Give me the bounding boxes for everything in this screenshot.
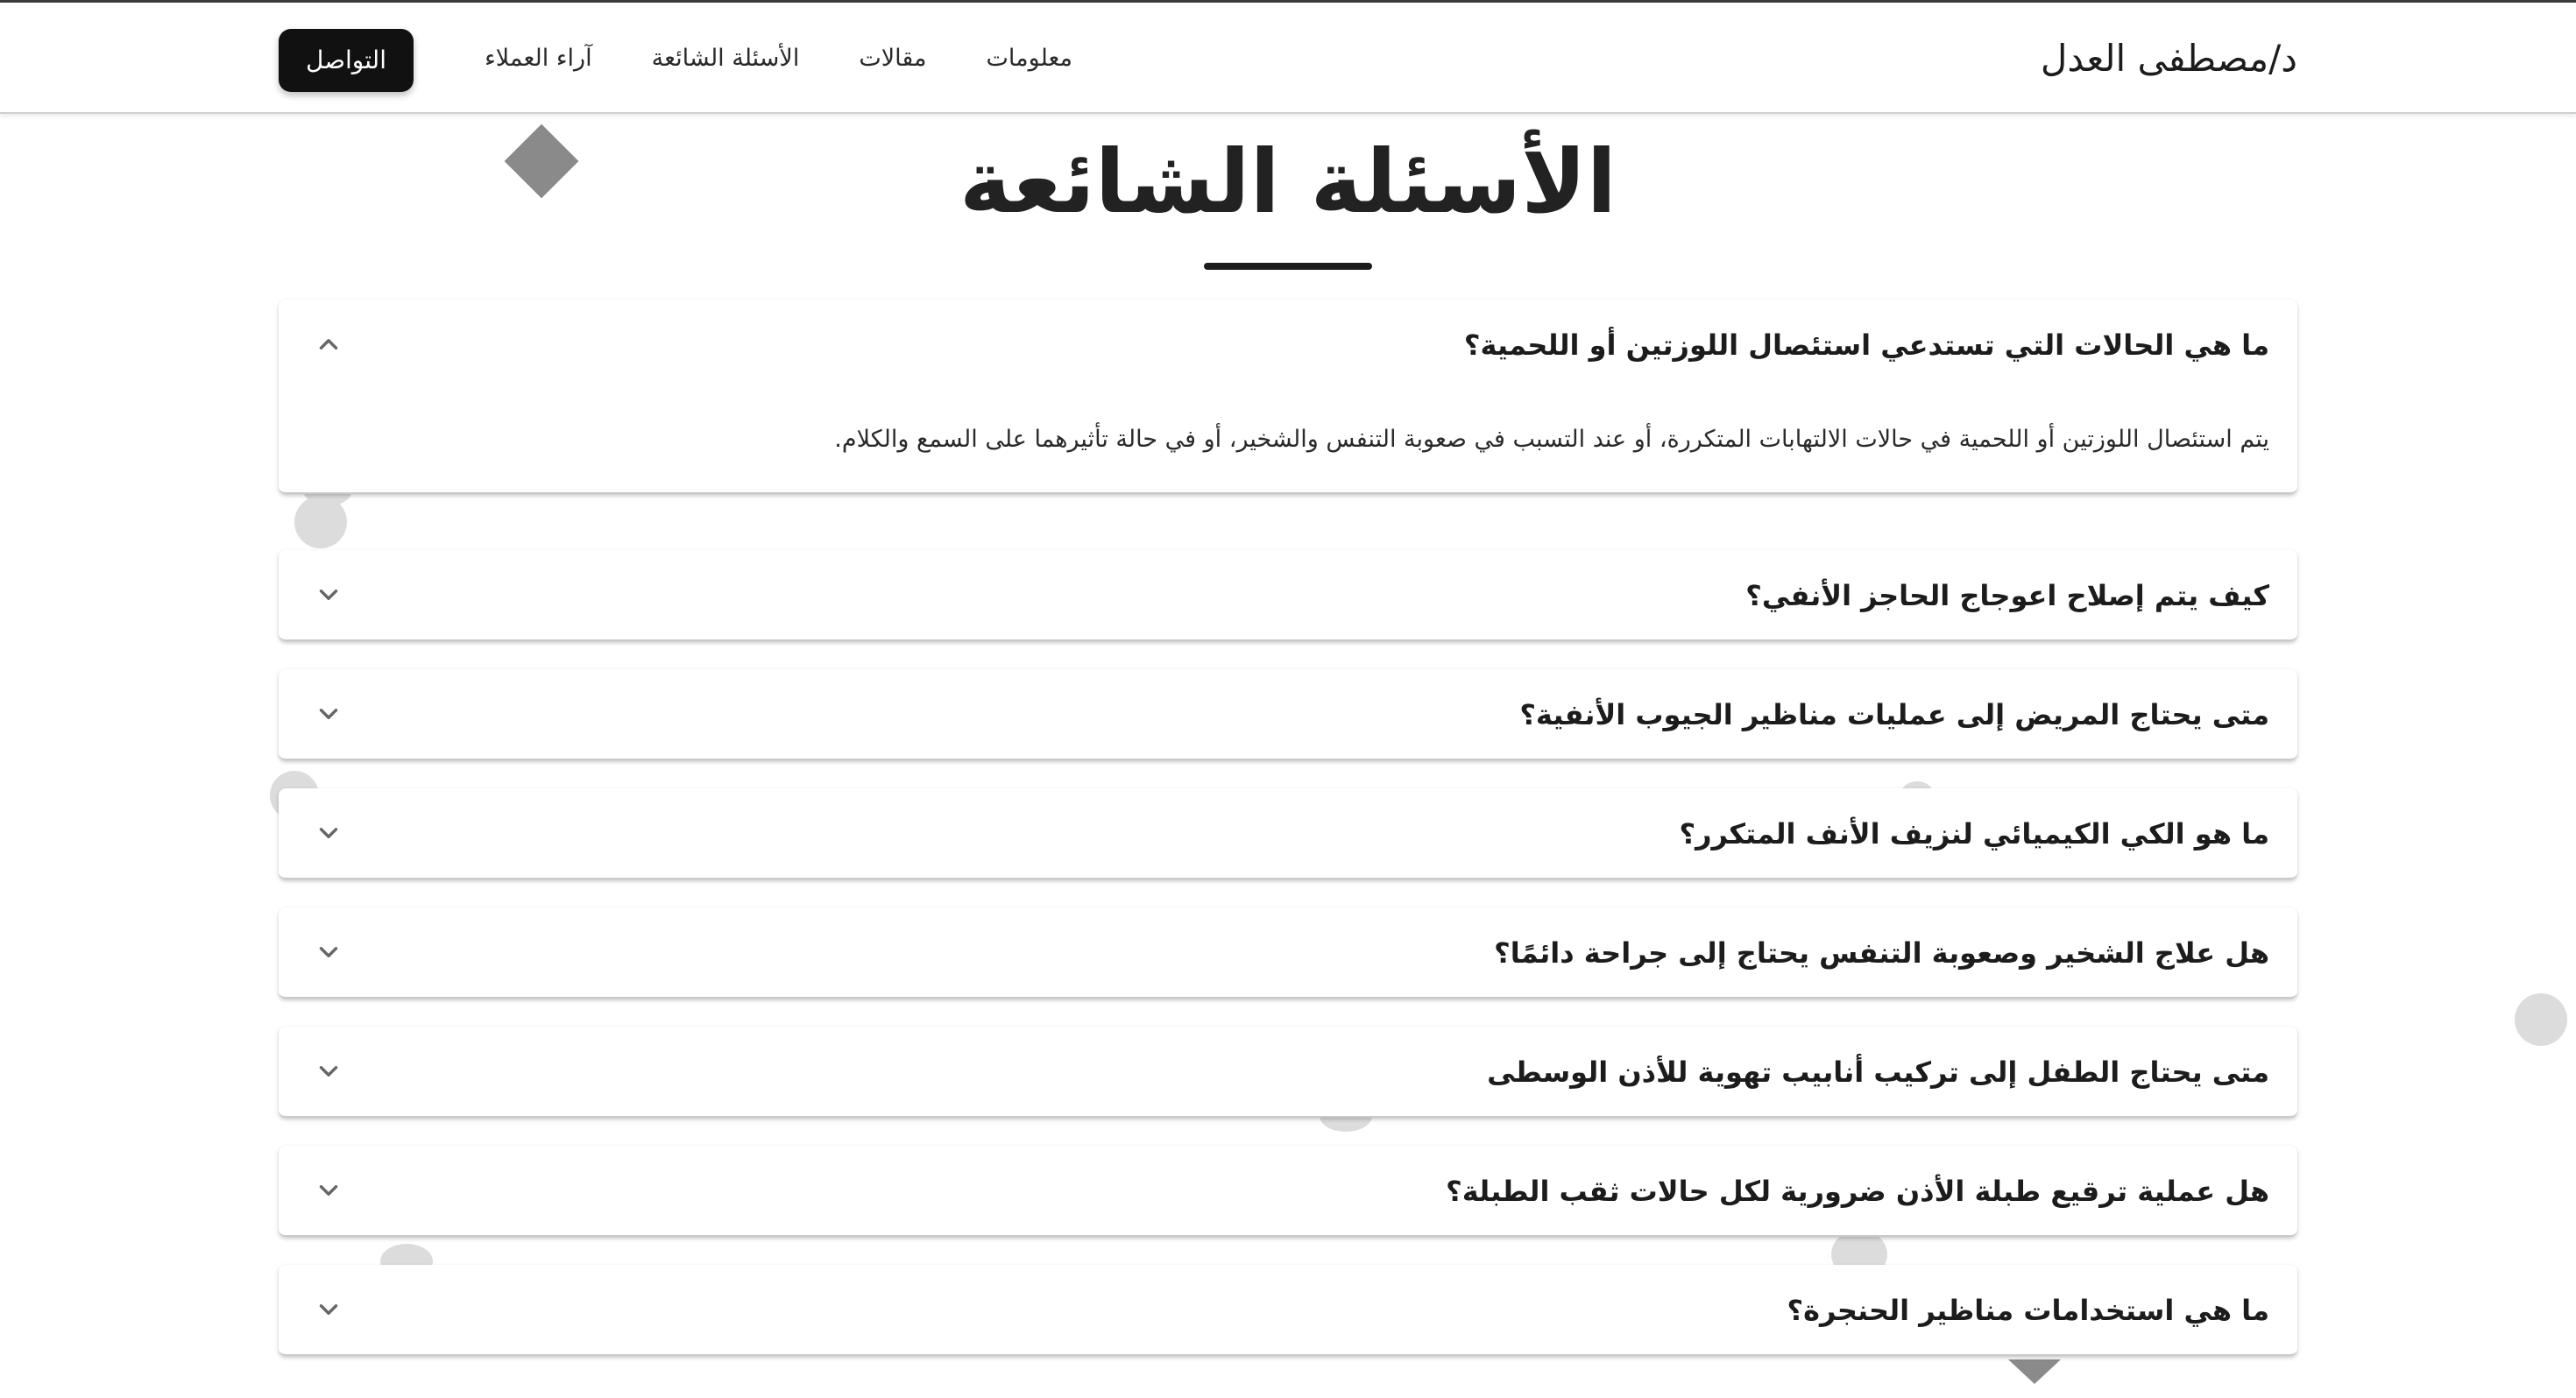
faq-question[interactable]: كيف يتم إصلاح اعوجاج الحاجز الأنفي؟ [1745,579,2269,612]
faq-item[interactable] [279,550,2297,641]
faq-item-expanded[interactable] [279,300,2297,494]
faq-section-title: الأسئلة الشائعة [959,131,1617,233]
main-nav [485,41,1072,76]
site-header [0,0,2576,114]
faq-question[interactable]: ما هي استخدامات مناظير الحنجرة؟ [1787,1294,2269,1327]
faq-question[interactable]: ما هي الحالات التي تستدعي استئصال اللوزتين أو اللحمية؟ [1463,328,2269,362]
contact-button[interactable]: التواصل [279,29,414,92]
faq-question[interactable]: ما هو الكي الكيميائي لنزيف الأنف المتكرر؟ [1679,817,2269,851]
faq-item[interactable] [279,1146,2297,1237]
faq-question[interactable]: متى يحتاج الطفل إلى تركيب أنابيب تهوية للأذن الوسطى [1487,1056,2269,1089]
faq-item[interactable] [279,1265,2297,1356]
faq-question[interactable]: هل عملية ترقيع طبلة الأذن ضرورية لكل حالات ثقب الطبلة؟ [1446,1175,2269,1208]
faq-answer: يتم استئصال اللوزتين أو اللحمية في حالات الالتهابات المتكررة، أو عند التسبب في صعوبة التنفس والشخير، أو في حالة تأثيرهما على السمع والكلام. [834,426,2269,453]
decorative-dot [2515,993,2567,1046]
faq-item[interactable] [279,669,2297,760]
faq-list [279,300,2297,1384]
nav-link-info[interactable]: معلومات [986,45,1072,72]
faq-item[interactable] [279,907,2297,999]
faq-question[interactable]: هل علاج الشخير وصعوبة التنفس يحتاج إلى جراحة دائمًا؟ [1494,936,2269,970]
faq-item[interactable] [279,1027,2297,1118]
chevron-down-icon[interactable] [314,1176,343,1205]
chevron-down-icon[interactable] [314,818,343,848]
faq-question[interactable]: متى يحتاج المريض إلى عمليات مناظير الجيوب الأنفية؟ [1519,698,2269,731]
chevron-down-icon[interactable] [314,580,343,610]
chevron-down-icon[interactable] [314,937,343,967]
chevron-down-icon[interactable] [314,1056,343,1086]
chevron-down-icon[interactable] [314,1295,343,1324]
nav-link-testimonials[interactable]: آراء العملاء [485,45,592,72]
nav-link-faq[interactable]: الأسئلة الشائعة [651,45,800,72]
title-underline [1204,263,1372,270]
brand-logo-text[interactable]: د/مصطفى العدل [2040,37,2297,80]
chevron-down-icon[interactable] [314,699,343,729]
chevron-up-icon[interactable] [314,329,343,359]
nav-link-articles[interactable]: مقالات [859,45,927,72]
faq-item[interactable] [279,788,2297,879]
